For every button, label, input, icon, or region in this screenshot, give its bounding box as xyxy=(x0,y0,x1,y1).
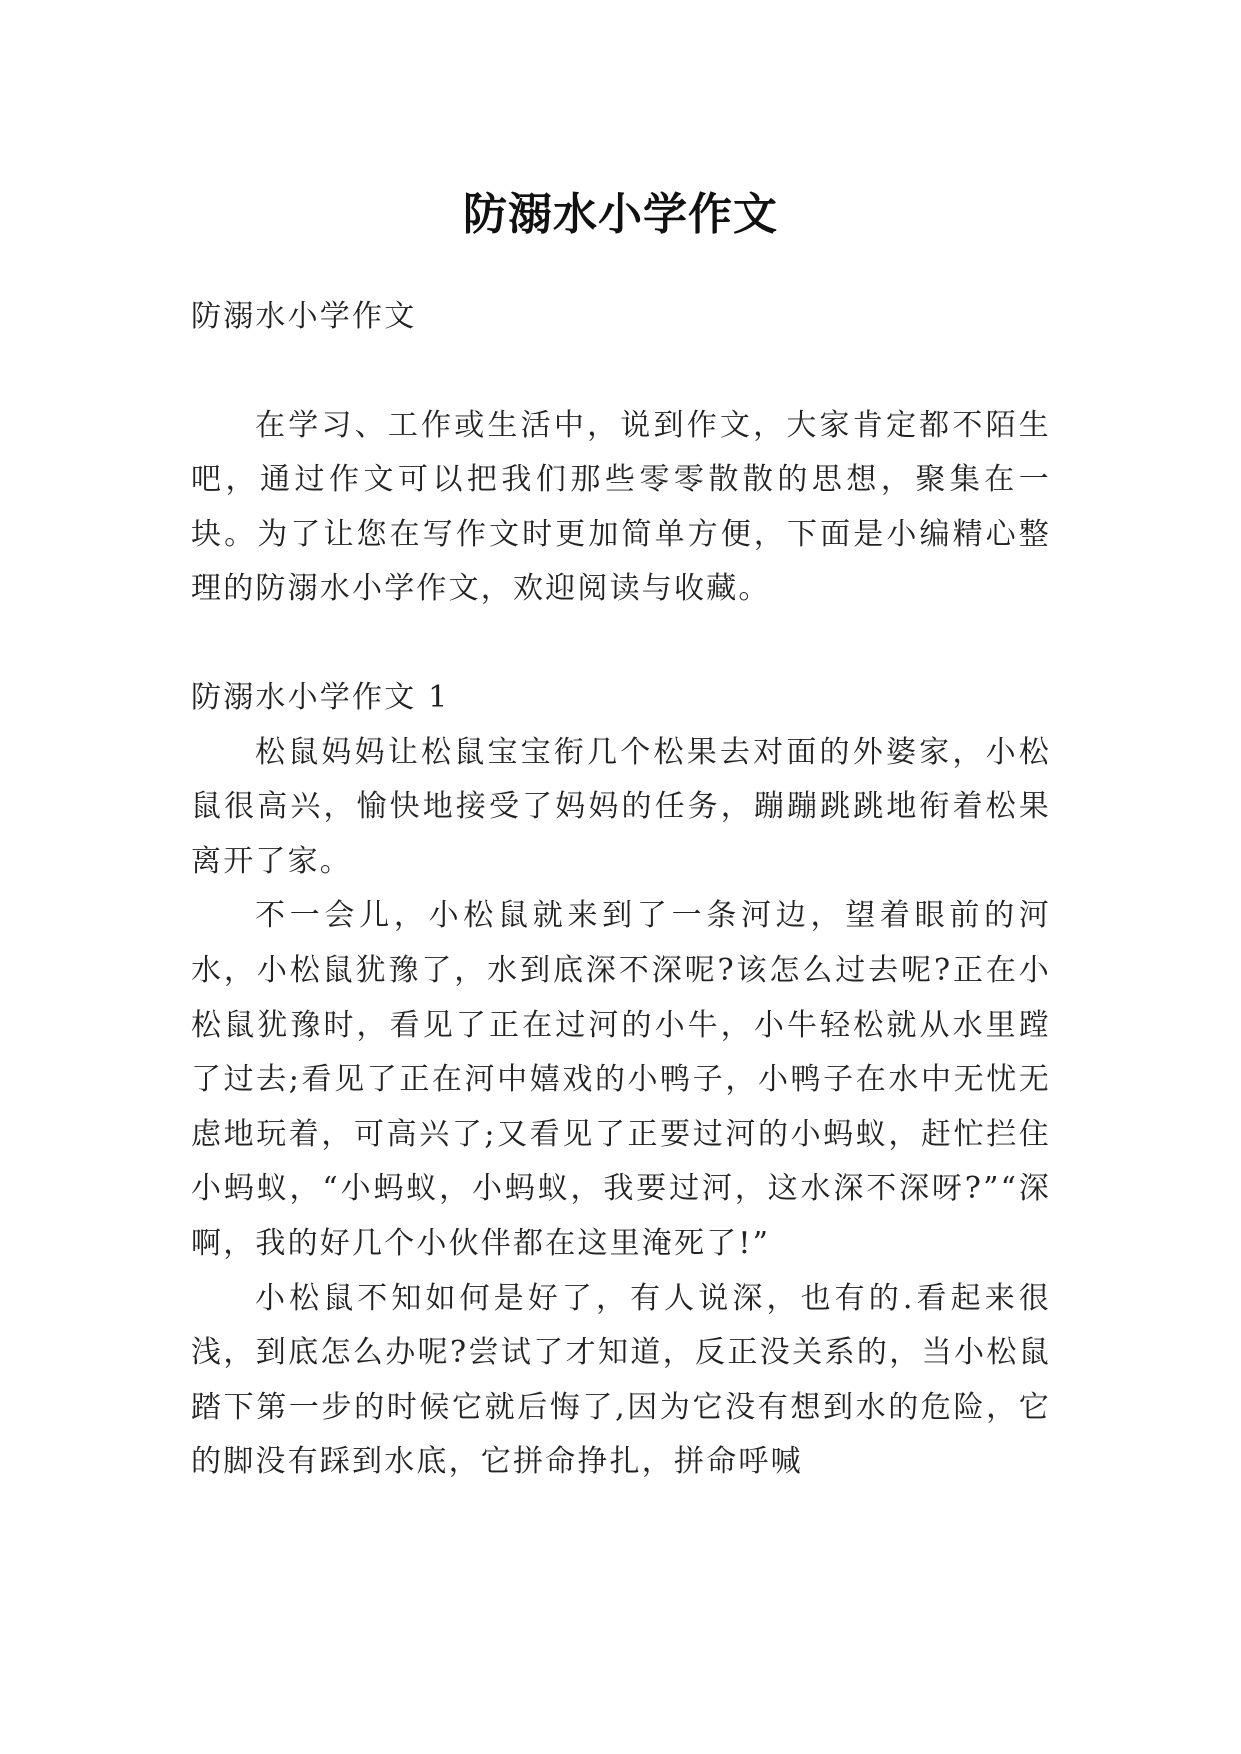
document-subtitle: 防溺水小学作文 xyxy=(191,299,417,334)
body-paragraph: 小松鼠不知如何是好了，有人说深，也有的.看起来很浅，到底怎么办呢?尝试了才知道，反正没关系的，当小松鼠踏下第一步的时候它就后悔了,因为它没有想到水的危险，它的脚没有踩到水底，它拼命挣扎，拼命呼喊 xyxy=(191,1280,1051,1480)
document-title: 防溺水小学作文 xyxy=(463,189,778,241)
body-paragraph: 不一会儿，小松鼠就来到了一条河边，望着眼前的河水，小松鼠犹豫了，水到底深不深呢?该怎么过去呢?正在小松鼠犹豫时，看见了正在过河的小牛，小牛轻松就从水里蹚了过去;看见了正在河中嬉戏的小鸭子，小鸭子在水中无忧无虑地玩着，可高兴了;又看见了正要过河的小蚂蚁，赶忙拦住小蚂蚁，“小蚂蚁，小蚂蚁，我要过河，这水深不深呀?”“深啊，我的好几个小伙伴都在这里淹死了!” xyxy=(191,898,1051,1261)
section-heading: 防溺水小学作文 1 xyxy=(191,679,450,715)
intro-paragraph: 在学习、工作或生活中，说到作文，大家肯定都不陌生吧，通过作文可以把我们那些零零散散的思想，聚集在一块。为了让您在写作文时更加简单方便，下面是小编精心整理的防溺水小学作文，欢迎阅读与收藏。 xyxy=(191,407,1051,607)
document-body xyxy=(191,290,1051,1490)
body-paragraph: 松鼠妈妈让松鼠宝宝衔几个松果去对面的外婆家，小松鼠很高兴，愉快地接受了妈妈的任务，蹦蹦跳跳地衔着松果离开了家。 xyxy=(191,734,1051,879)
